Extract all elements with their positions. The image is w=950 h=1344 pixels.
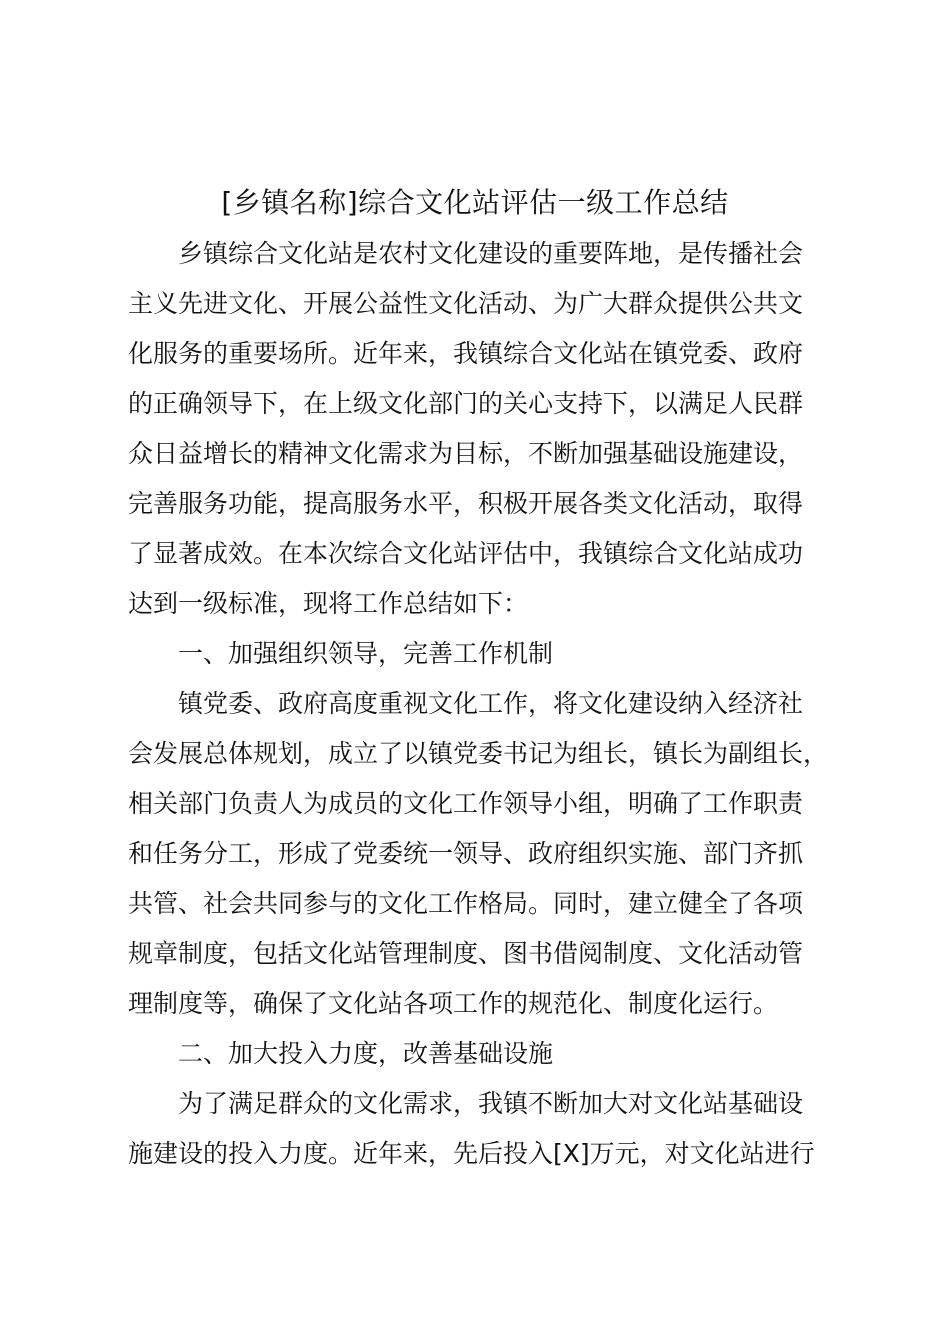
text-line: 乡镇综合文化站是农村文化建设的重要阵地，是传播社会 — [178, 239, 804, 268]
text-line: 二、加大投入力度，改善基础设施 — [178, 1039, 554, 1068]
text-line: 主义先进文化、开展公益性文化活动、为广大群众提供公共文 — [128, 289, 804, 318]
text-line: 规章制度，包括文化站管理制度、图书借阅制度、文化活动管 — [128, 939, 804, 968]
document-body — [128, 229, 848, 1179]
text-line: 了显著成效。在本次综合文化站评估中，我镇综合文化站成功 — [128, 539, 804, 568]
text-line: 镇党委、政府高度重视文化工作，将文化建设纳入经济社 — [178, 689, 804, 718]
text-line: 一、加强组织领导，完善工作机制 — [178, 639, 554, 668]
text-line: 达到一级标准，现将工作总结如下： — [128, 589, 529, 618]
text-line: 化服务的重要场所。近年来，我镇综合文化站在镇党委、政府 — [128, 339, 804, 368]
text-line: 的正确领导下，在上级文化部门的关心支持下，以满足人民群 — [128, 389, 804, 418]
document-title: [乡镇名称]综合文化站评估一级工作总结 — [221, 186, 729, 219]
text-line: 为了满足群众的文化需求，我镇不断加大对文化站基础设 — [178, 1089, 804, 1118]
text-line: 众日益增长的精神文化需求为目标，不断加强基础设施建设， — [128, 439, 804, 468]
text-line: 和任务分工，形成了党委统一领导、政府组织实施、部门齐抓 — [128, 839, 804, 868]
text-line: 会发展总体规划，成立了以镇党委书记为组长，镇长为副组长， — [128, 739, 829, 768]
text-line: 相关部门负责人为成员的文化工作领导小组，明确了工作职责 — [128, 789, 804, 818]
text-line: 理制度等，确保了文化站各项工作的规范化、制度化运行。 — [128, 989, 779, 1018]
text-line: 完善服务功能，提高服务水平，积极开展各类文化活动，取得 — [128, 489, 804, 518]
text-line: 共管、社会共同参与的文化工作格局。同时，建立健全了各项 — [128, 889, 804, 918]
text-line: 施建设的投入力度。近年来，先后投入[X]万元，对文化站进行 — [128, 1139, 815, 1168]
